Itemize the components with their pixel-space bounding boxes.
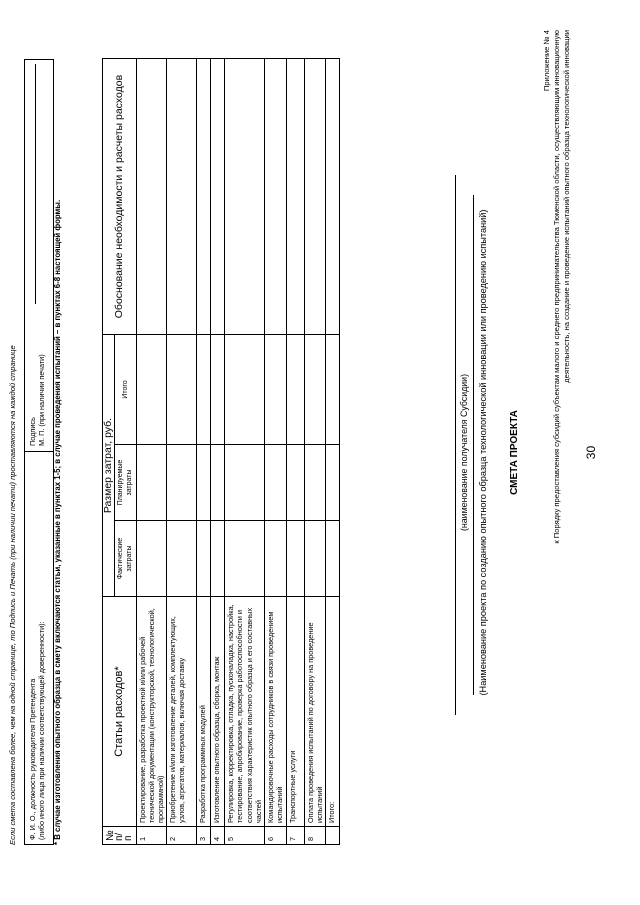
cell-justification — [265, 59, 286, 335]
row-number: 2 — [167, 827, 197, 845]
signature-box-divider — [25, 451, 53, 452]
appendix-header — [542, 30, 573, 710]
page-number: 30 — [584, 445, 598, 460]
table-row — [211, 59, 225, 845]
row-number: 8 — [304, 827, 325, 845]
cell-total — [225, 335, 265, 445]
appendix-line-1: к Порядку предоставления субсидий субъектам малого и среднего предпринимательства Тюменской области, осуществляющим инновационную — [552, 30, 562, 544]
row-number: 7 — [286, 827, 304, 845]
row-number: 4 — [211, 827, 225, 845]
signature-left — [28, 621, 47, 840]
row-item: Командировочные расходы сотрудников в связи проведением испытаний — [265, 597, 286, 827]
row-item: Разработка программных модулей — [197, 597, 211, 827]
signatory-proxy-label: (либо иного лица при наличии соответствующей доверенности): — [37, 621, 47, 840]
cell-total — [167, 335, 197, 445]
cell-planned — [136, 445, 167, 521]
row-number — [326, 827, 340, 845]
row-item: Изготовление опытного образца, сборка, монтаж — [211, 597, 225, 827]
cell-justification — [211, 59, 225, 335]
cell-actual — [136, 521, 167, 597]
cell-actual — [225, 521, 265, 597]
signature-box — [24, 59, 54, 845]
cell-actual — [211, 521, 225, 597]
row-number: 5 — [225, 827, 265, 845]
document-title: СМЕТА ПРОЕКТА — [509, 410, 520, 495]
cell-justification — [286, 59, 304, 335]
cell-justification — [326, 59, 340, 335]
recipient-name-line — [455, 175, 456, 715]
footnote: * В случае изготовления опытного образца в смету включаются статьи, указанные в пунктах 1-5; в случае проведения испытаний – в пунктах 6-8 настоящей формы. — [53, 199, 62, 845]
cell-total — [304, 335, 325, 445]
row-item: Оплата проведения испытаний по договору на проведение испытаний — [304, 597, 325, 827]
signatory-name-label: Ф. И. О., должность руководителя Претендента — [28, 678, 37, 840]
cell-total — [265, 335, 286, 445]
cell-justification — [197, 59, 211, 335]
cell-actual — [304, 521, 325, 597]
header-planned: Планируемые затраты — [115, 445, 136, 521]
header-total: Итого — [115, 335, 136, 445]
recipient-name-caption: (наименование получателя Субсидии) — [459, 374, 469, 531]
appendix-number: Приложение № 4 — [542, 30, 551, 92]
row-item: Приобретение и/или изготовление деталей, комплектующих, узлов, агрегатов, материалов, включая доставку — [167, 597, 197, 827]
cell-planned — [326, 445, 340, 521]
row-number: 3 — [197, 827, 211, 845]
table-row — [197, 59, 211, 845]
appendix-line-2: деятельность, на создание и проведение испытаний опытного образца технологической инновации — [562, 30, 572, 383]
header-size: Размер затрат, руб. — [103, 335, 115, 597]
cell-actual — [326, 521, 340, 597]
cell-planned — [197, 445, 211, 521]
cell-planned — [286, 445, 304, 521]
project-name-caption: (Наименование проекта по созданию опытного образца технологической инновации или проведению испытаний) — [478, 209, 488, 696]
table-row — [265, 59, 286, 845]
cost-estimate-table — [102, 58, 340, 845]
cell-actual — [286, 521, 304, 597]
cell-total — [136, 335, 167, 445]
signature-label: Подпись — [28, 417, 37, 446]
row-item: Регулировка, корректировка, отладка, пусконаладка, настройка, тестирование, апробирование, проверка работоспособности и соответствия характеристик опытного образца и его составных частей — [225, 597, 265, 827]
table-total-row — [326, 59, 340, 845]
cell-total — [326, 335, 340, 445]
row-item: Транспортные услуги — [286, 597, 304, 827]
table-row — [286, 59, 304, 845]
cell-planned — [211, 445, 225, 521]
header-justification: Обоснование необходимости и расчеты расходов — [103, 59, 137, 335]
table-row — [167, 59, 197, 845]
cell-justification — [304, 59, 325, 335]
cell-planned — [225, 445, 265, 521]
cell-total — [211, 335, 225, 445]
header-number: № п/п — [103, 827, 137, 845]
header-actual: Фактические затраты — [115, 521, 136, 597]
cell-actual — [197, 521, 211, 597]
cell-planned — [304, 445, 325, 521]
row-number: 6 — [265, 827, 286, 845]
bottom-note: Если смета составлена более, чем на одной странице, то Подпись и Печать (при наличии печати) проставляются на каждой странице — [8, 345, 17, 845]
table-row — [136, 59, 167, 845]
table-row — [225, 59, 265, 845]
signature-right — [28, 354, 47, 446]
cell-total — [197, 335, 211, 445]
row-number: 1 — [136, 827, 167, 845]
cell-planned — [167, 445, 197, 521]
cell-actual — [167, 521, 197, 597]
cell-justification — [167, 59, 197, 335]
project-name-line — [473, 195, 474, 695]
signature-line — [35, 64, 36, 304]
row-item: Проектирование, разработка проектной и/или рабочей технической документации (конструкторской, технологической, программной) — [136, 597, 167, 827]
table-header-row — [103, 59, 115, 845]
row-item-total: Итого: — [326, 597, 340, 827]
cell-planned — [265, 445, 286, 521]
cell-justification — [136, 59, 167, 335]
table-row — [304, 59, 325, 845]
cell-actual — [265, 521, 286, 597]
seal-label: М. П. (при наличии печати) — [37, 354, 47, 446]
cell-justification — [225, 59, 265, 335]
header-items: Статьи расходов* — [103, 597, 137, 827]
cell-total — [286, 335, 304, 445]
